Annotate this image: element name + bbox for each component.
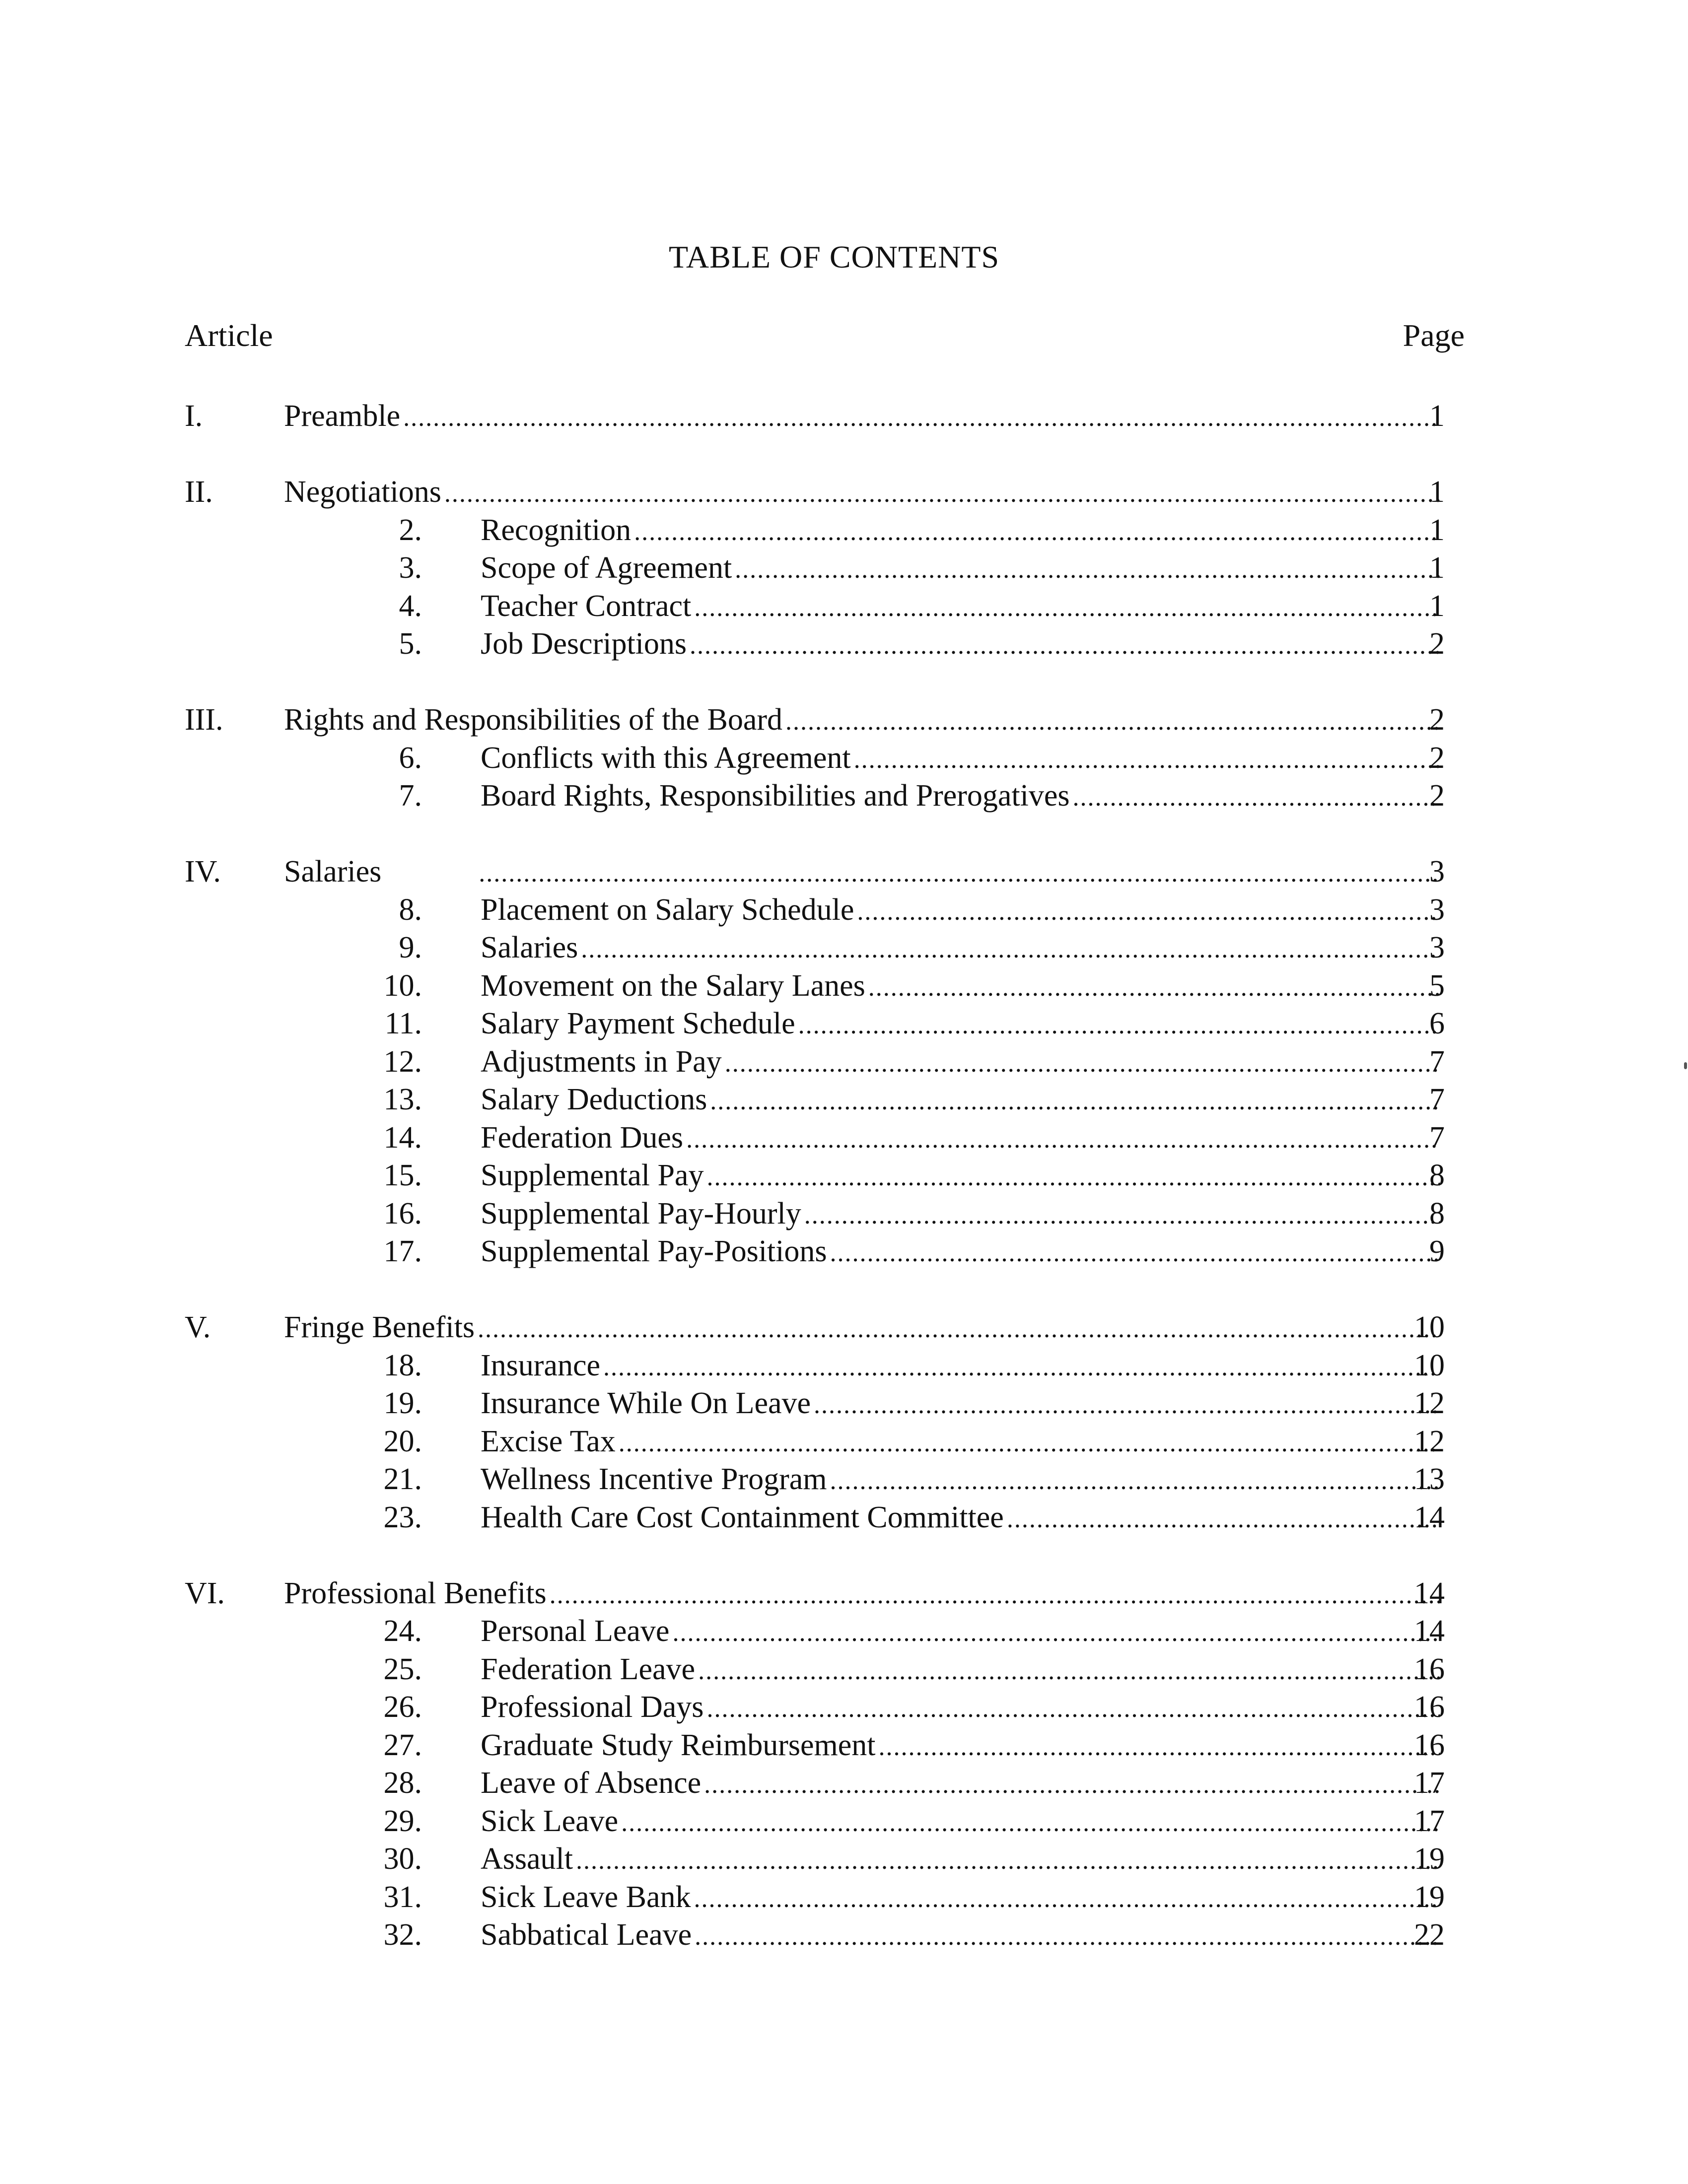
dot-leader: [725, 1045, 1440, 1083]
toc-entry-label: Board Rights, Responsibilities and Prerogatives: [481, 779, 1070, 813]
toc-entry-leader: [481, 1802, 1440, 1842]
dot-leader: [704, 1766, 1440, 1804]
toc-entry-leader: [481, 1764, 1440, 1804]
toc-section-entry: [0, 587, 1688, 625]
toc-entry-number: 17.: [383, 1234, 422, 1268]
toc-entry-leader: [481, 511, 1440, 551]
toc-entry-leader: [481, 1840, 1440, 1880]
dot-leader: [672, 1614, 1440, 1652]
toc-entry-page-number: 5: [1429, 968, 1445, 1003]
toc-section-entry: [0, 1005, 1688, 1042]
toc-section-entry: [0, 549, 1688, 587]
toc-section-entry: [0, 1840, 1688, 1878]
toc-entry-label: Personal Leave: [481, 1614, 670, 1648]
dot-leader: [785, 703, 1440, 741]
toc-entry-label: Salaries: [284, 855, 382, 888]
toc-entry-label: Adjustments in Pay: [481, 1044, 722, 1079]
toc-entry-page-number: 3: [1429, 855, 1445, 888]
toc-section-entry: [0, 739, 1688, 777]
dot-leader: [478, 1310, 1440, 1348]
toc-article-entry: [0, 1308, 1688, 1346]
toc-entry-label: Insurance While On Leave: [481, 1386, 811, 1420]
toc-section-entry: [0, 1423, 1688, 1460]
page-column-header: Page: [1403, 318, 1465, 353]
dot-leader: [814, 1386, 1440, 1424]
dot-leader: [690, 627, 1440, 665]
toc-entry-number: 24.: [383, 1614, 422, 1648]
toc-entry-label: Supplemental Pay-Hourly: [481, 1196, 801, 1230]
toc-entry-page-number: 19: [1414, 1880, 1445, 1914]
dot-leader: [694, 589, 1440, 627]
toc-entry-number: 13.: [383, 1083, 422, 1116]
dot-leader: [706, 1690, 1440, 1728]
toc-entry-label: Preamble: [284, 399, 401, 433]
dot-leader: [686, 1121, 1440, 1159]
toc-entry-label: Fringe Benefits: [284, 1310, 475, 1344]
toc-entry-page-number: 1: [1429, 475, 1445, 509]
toc-entry-page-number: 3: [1429, 892, 1445, 927]
dot-leader: [479, 855, 1440, 892]
toc-entry-number: 14.: [383, 1120, 422, 1155]
toc-entry-leader: [481, 1878, 1440, 1918]
toc-section-entry: [0, 1043, 1688, 1081]
toc-entry-number: 30.: [383, 1842, 422, 1876]
dot-leader: [576, 1842, 1440, 1880]
dot-leader: [634, 513, 1440, 551]
toc-entry-number: II.: [185, 475, 213, 509]
toc-section-entry: [0, 929, 1688, 966]
toc-entry-leader: [481, 1081, 1440, 1120]
toc-entry-number: 2.: [399, 513, 422, 547]
toc-entry-leader: [481, 1460, 1440, 1500]
dot-leader: [830, 1462, 1440, 1500]
toc-entry-leader: [481, 1232, 1440, 1272]
toc-entry-label: Federation Dues: [481, 1120, 684, 1155]
toc-section-entry: [0, 1726, 1688, 1764]
toc-entry-page-number: 10: [1414, 1348, 1445, 1382]
toc-section-entry: [0, 1612, 1688, 1650]
toc-entry-page-number: 1: [1429, 513, 1445, 547]
toc-entry-leader: [481, 1688, 1440, 1728]
toc-entry-page-number: 17: [1414, 1804, 1445, 1838]
dot-leader: [798, 1007, 1440, 1044]
toc-entry-label: Wellness Incentive Program: [481, 1462, 827, 1496]
toc-entry-page-number: 8: [1429, 1159, 1445, 1192]
toc-entry-label: Supplemental Pay-Positions: [481, 1234, 827, 1268]
toc-entry-label: Health Care Cost Containment Committee: [481, 1500, 1004, 1534]
toc-entry-label: Federation Leave: [481, 1652, 696, 1686]
toc-section-entry: [0, 1157, 1688, 1194]
toc-entry-page-number: 2: [1429, 779, 1445, 813]
toc-section-entry: [0, 967, 1688, 1005]
toc-section-entry: [0, 1878, 1688, 1916]
toc-article-entry: [0, 701, 1688, 739]
toc-entry-page-number: 19: [1414, 1842, 1445, 1876]
toc-entry-leader: [481, 891, 1440, 931]
toc-entry-label: Graduate Study Reimbursement: [481, 1728, 876, 1762]
toc-section-entry: [0, 777, 1688, 815]
toc-entry-label: Salary Payment Schedule: [481, 1007, 795, 1040]
toc-entry-leader: [284, 473, 1440, 513]
dot-leader: [706, 1159, 1440, 1196]
toc-entry-number: 25.: [383, 1652, 422, 1686]
dot-leader: [879, 1728, 1440, 1766]
toc-entry-page-number: 9: [1429, 1234, 1445, 1268]
toc-entry-number: 19.: [383, 1386, 422, 1420]
toc-article-entry: [0, 473, 1688, 511]
toc-entry-label: Salary Deductions: [481, 1083, 707, 1116]
toc-entry-label: Sick Leave: [481, 1804, 619, 1838]
toc-entry-leader: [481, 1726, 1440, 1766]
toc-entry-number: 16.: [383, 1196, 422, 1230]
toc-entry-leader: [481, 777, 1440, 817]
toc-entry-page-number: 7: [1429, 1120, 1445, 1155]
toc-entry-number: 20.: [383, 1424, 422, 1458]
toc-section-entry: [0, 1195, 1688, 1232]
toc-section-entry: [0, 1232, 1688, 1270]
toc-entry-leader: [284, 1574, 1440, 1614]
toc-entry-page-number: 17: [1414, 1766, 1445, 1800]
toc-section-entry: [0, 1650, 1688, 1688]
toc-entry-leader: [481, 1384, 1440, 1424]
toc-entry-label: Supplemental Pay: [481, 1159, 704, 1192]
toc-section-entry: [0, 511, 1688, 549]
dot-leader: [735, 551, 1440, 589]
toc-entry-label: Leave of Absence: [481, 1766, 702, 1800]
dot-leader: [854, 741, 1440, 779]
toc-entry-number: 29.: [383, 1804, 422, 1838]
toc-entry-leader: [481, 967, 1440, 1007]
toc-entry-label: Professional Days: [481, 1690, 704, 1724]
toc-entry-label: Scope of Agreement: [481, 551, 732, 585]
toc-entry-number: 31.: [383, 1880, 422, 1914]
toc-entry-leader: [284, 853, 1440, 892]
toc-section-entry: [0, 1347, 1688, 1384]
toc-article-entry: [0, 853, 1688, 890]
toc-entry-number: V.: [185, 1310, 211, 1344]
toc-entry-leader: [284, 397, 1440, 437]
toc-entry-leader: [284, 1308, 1440, 1348]
toc-entry-page-number: 1: [1429, 399, 1445, 433]
toc-entry-page-number: 22: [1414, 1918, 1445, 1952]
toc-entry-page-number: 14: [1414, 1500, 1445, 1534]
toc-entry-number: 15.: [383, 1159, 422, 1192]
toc-entry-label: Sick Leave Bank: [481, 1880, 691, 1914]
toc-entry-label: Teacher Contract: [481, 589, 692, 623]
dot-leader: [603, 1349, 1440, 1386]
toc-entry-number: 23.: [383, 1500, 422, 1534]
toc-entry-leader: [481, 1347, 1440, 1386]
toc-section-entry: [0, 1460, 1688, 1498]
toc-entry-number: 11.: [384, 1007, 422, 1040]
toc-entry-label: Excise Tax: [481, 1424, 616, 1458]
toc-entry-number: III.: [185, 703, 223, 737]
dot-leader: [695, 1918, 1440, 1956]
toc-entry-leader: [481, 1499, 1440, 1538]
dot-leader: [621, 1804, 1440, 1842]
toc-section-entry: [0, 1499, 1688, 1536]
toc-entry-number: 26.: [383, 1690, 422, 1724]
toc-entry-number: 7.: [399, 779, 422, 813]
toc-entry-leader: [481, 1650, 1440, 1690]
toc-entry-leader: [481, 1043, 1440, 1083]
toc-entry-page-number: 16: [1414, 1652, 1445, 1686]
dot-leader: [1073, 779, 1440, 817]
dot-leader: [403, 399, 1440, 437]
toc-entry-page-number: 8: [1429, 1196, 1445, 1230]
toc-entry-page-number: 6: [1429, 1007, 1445, 1040]
toc-section-entry: [0, 1688, 1688, 1726]
toc-entry-page-number: 1: [1429, 589, 1445, 623]
toc-section-entry: [0, 1764, 1688, 1802]
toc-entry-number: 8.: [399, 892, 422, 927]
toc-entry-page-number: 12: [1414, 1424, 1445, 1458]
toc-entry-number: 28.: [383, 1766, 422, 1800]
toc-entry-leader: [481, 1005, 1440, 1044]
toc-section-entry: [0, 1802, 1688, 1840]
dot-leader: [857, 893, 1440, 931]
toc-entry-page-number: 1: [1429, 551, 1445, 585]
toc-entry-number: 27.: [383, 1728, 422, 1762]
toc-entry-page-number: 13: [1414, 1462, 1445, 1496]
toc-entry-page-number: 12: [1414, 1386, 1445, 1420]
toc-entry-label: Rights and Responsibilities of the Board: [284, 703, 782, 737]
dot-leader: [550, 1576, 1440, 1614]
dot-leader: [698, 1652, 1440, 1690]
toc-entry-page-number: 2: [1429, 741, 1445, 775]
dot-leader: [868, 969, 1440, 1007]
toc-entry-page-number: 10: [1414, 1310, 1445, 1344]
toc-entry-label: Professional Benefits: [284, 1576, 547, 1610]
toc-entry-leader: [481, 1916, 1440, 1956]
toc-entry-label: Negotiations: [284, 475, 441, 509]
toc-entry-number: 3.: [399, 551, 422, 585]
dot-leader: [1007, 1501, 1440, 1538]
toc-entry-leader: [481, 625, 1440, 665]
dot-leader: [694, 1880, 1440, 1918]
toc-entry-label: Salaries: [481, 931, 578, 964]
toc-entry-number: 12.: [383, 1044, 422, 1079]
toc-entry-page-number: 7: [1429, 1083, 1445, 1116]
toc-entry-leader: [481, 1423, 1440, 1462]
dot-leader: [444, 475, 1440, 513]
dot-leader: [830, 1234, 1440, 1272]
toc-entry-number: 6.: [399, 741, 422, 775]
toc-entry-leader: [481, 739, 1440, 779]
toc-entry-leader: [481, 929, 1440, 968]
toc-entry-leader: [284, 701, 1440, 741]
toc-entry-page-number: 14: [1414, 1614, 1445, 1648]
toc-entry-label: Job Descriptions: [481, 627, 687, 661]
toc-section-entry: [0, 1916, 1688, 1954]
dot-leader: [619, 1425, 1440, 1462]
toc-section-entry: [0, 891, 1688, 929]
toc-entry-label: Conflicts with this Agreement: [481, 741, 851, 775]
toc-entry-page-number: 14: [1414, 1576, 1445, 1610]
toc-section-entry: [0, 1119, 1688, 1157]
toc-entry-page-number: 16: [1414, 1690, 1445, 1724]
toc-entry-leader: [481, 1157, 1440, 1196]
toc-entry-leader: [481, 1195, 1440, 1234]
toc-entry-number: 9.: [399, 931, 422, 964]
toc-entry-label: Movement on the Salary Lanes: [481, 968, 865, 1003]
toc-entry-label: Recognition: [481, 513, 632, 547]
article-column-header: Article: [185, 318, 273, 353]
toc-entry-number: 18.: [383, 1348, 422, 1382]
toc-entry-leader: [481, 549, 1440, 589]
dot-leader: [581, 931, 1440, 968]
toc-section-entry: [0, 625, 1688, 663]
page-title: TABLE OF CONTENTS: [668, 239, 1000, 274]
toc-entry-page-number: 2: [1429, 703, 1445, 737]
toc-entry-number: IV.: [185, 855, 221, 888]
dot-leader: [710, 1083, 1440, 1120]
toc-entry-page-number: 3: [1429, 931, 1445, 964]
toc-entry-label: Assault: [481, 1842, 573, 1876]
toc-entry-number: 4.: [399, 589, 422, 623]
toc-entry-label: Placement on Salary Schedule: [481, 892, 854, 927]
toc-entry-leader: [481, 1119, 1440, 1159]
toc-entry-number: VI.: [185, 1576, 225, 1610]
toc-entry-number: 32.: [383, 1918, 422, 1952]
toc-entry-label: Insurance: [481, 1348, 600, 1382]
scan-mark: [1684, 1062, 1687, 1069]
toc-entry-page-number: 16: [1414, 1728, 1445, 1762]
toc-entry-number: 5.: [399, 627, 422, 661]
dot-leader: [804, 1197, 1440, 1234]
toc-entry-leader: [481, 587, 1440, 627]
toc-article-entry: [0, 397, 1688, 435]
toc-entry-page-number: 2: [1429, 627, 1445, 661]
toc-section-entry: [0, 1081, 1688, 1118]
toc-article-entry: [0, 1574, 1688, 1612]
toc-entry-number: I.: [185, 399, 203, 433]
toc-entry-number: 21.: [383, 1462, 422, 1496]
toc-entry-page-number: 7: [1429, 1044, 1445, 1079]
toc-section-entry: [0, 1384, 1688, 1422]
toc-entry-leader: [481, 1612, 1440, 1652]
toc-entry-number: 10.: [383, 968, 422, 1003]
toc-entry-label: Sabbatical Leave: [481, 1918, 692, 1952]
